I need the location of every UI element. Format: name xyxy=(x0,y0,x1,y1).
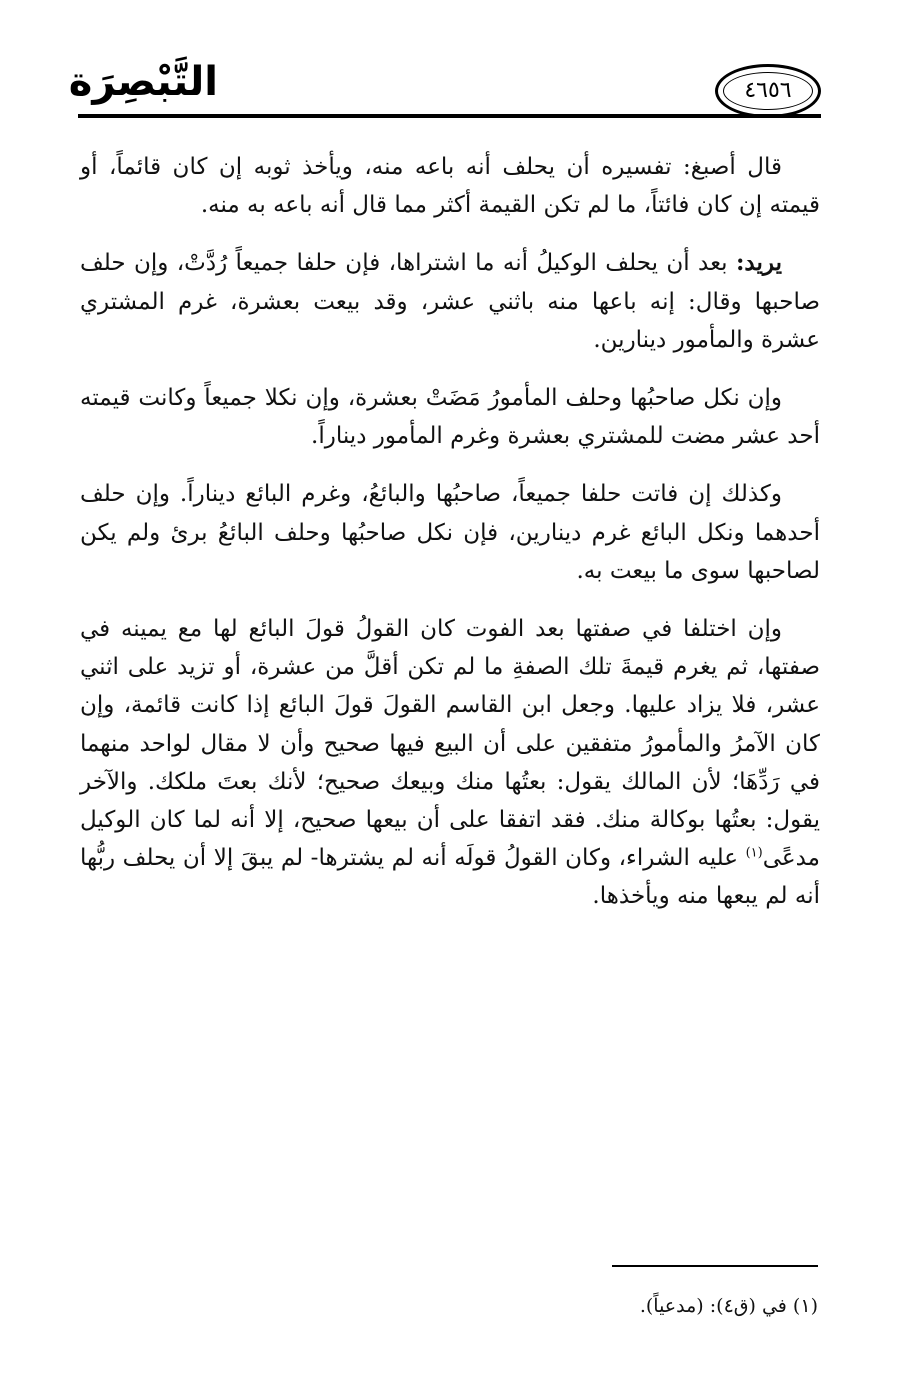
footnote: (١) في (ق٤): (مدعياً). xyxy=(639,1295,818,1317)
paragraph-4-text: وكذلك إن فاتت حلفا جميعاً، صاحبُها والبائعُ، وغرم البائع ديناراً. وإن حلف أحدهما ونكل البائع غرم دينارين، فإن نكل صاحبُها وحلف البائعُ برئ ولم يكن لصاحبها سوى ما بيعت به. xyxy=(80,481,820,584)
book-title: التَّبْصِرَة xyxy=(68,59,218,105)
page-number-oval xyxy=(715,64,821,118)
paragraph-2-lead-word: يريد: xyxy=(735,249,782,277)
paragraph-3-text: وإن نكل صاحبُها وحلف المأمورُ مَضَتْ بعشرة، وإن نكلا جميعاً وكانت قيمته أحد عشر مضت للمشتري بعشرة وغرم المأمور ديناراً. xyxy=(80,385,820,450)
paragraph-2-text: بعد أن يحلف الوكيلُ أنه ما اشتراها، فإن حلفا جميعاً رُدَّتْ، وإن حلف صاحبها وقال: إنه باعها منه باثني عشر، وقد بيعت بعشرة، غرم المشتري عشرة والمأمور دينارين. xyxy=(80,250,820,353)
paragraph-5 xyxy=(80,610,820,916)
page-number: ٤٦٥٦ xyxy=(744,78,792,103)
body-text xyxy=(80,148,820,936)
footnote-reference-mark[interactable]: (١) xyxy=(745,845,763,861)
paragraph-5-text-before-ref: وإن اختلفا في صفتها بعد الفوت كان القولُ قولَ البائع لها مع يمينه في صفتها، ثم يغرم قيمةَ تلك الصفةِ ما لم تكن أقلَّ من عشرة، أو تزيد على اثني عشر، فلا يزاد عليها. وجعل ابن القاسم القولَ قولَ البائع إذا كانت قائمة، وإن كان الآمرُ والمأمورُ متفقين على أن البيع فيها صحيح وأن لا مقال لواحد منهما في رَدِّهَا؛ لأن المالك يقول: بعتُها منك وبيعك صحيح؛ لأنك بعتَ ملكك. والآخر يقول: بعتُها بوكالة منك. فقد اتفقا على أن بيعها صحيح، إلا أنه لما كان الوكيل مدعًى xyxy=(80,616,820,872)
footnote-separator xyxy=(612,1265,818,1267)
paragraph-1-text: قال أصبغ: تفسيره أن يحلف أنه باعه منه، ويأخذ ثوبه إن كان قائماً، أو قيمته إن كان فائتاً، ما لم تكن القيمة أكثر مما قال أنه باعه به منه. xyxy=(80,154,820,219)
paragraph-3 xyxy=(80,379,820,455)
paragraph-1 xyxy=(80,148,820,224)
paragraph-5-text-after-ref: عليه الشراء، وكان القولُ قولَه أنه لم يشترها- لم يبقَ إلا أن يحلف ربُّها أنه لم يبعها منه ويأخذها. xyxy=(80,845,820,910)
header-rule xyxy=(78,114,821,118)
page-header xyxy=(68,52,821,126)
paragraph-2 xyxy=(80,244,820,359)
paragraph-4 xyxy=(80,475,820,590)
